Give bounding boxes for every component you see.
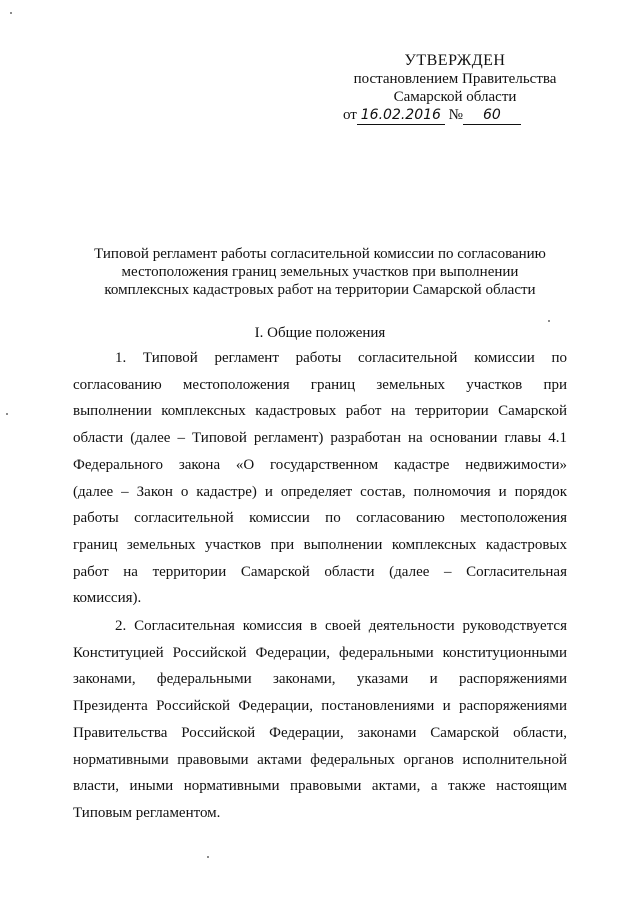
paragraph-line: выполнении комплексных кадастровых работ на территории Самарской [73, 403, 567, 420]
paragraph-line: области (далее – Типовой регламент) разработан на основании главы 4.1 [73, 430, 567, 447]
approval-line-2: Самарской области [393, 89, 517, 105]
paragraph-line: Президента Российской Федерации, постановлениями и распоряжениями [73, 698, 567, 715]
paragraph-line: законами, федеральными законами, указами и распоряжениями [73, 671, 567, 688]
approval-line-1: постановлением Правительства [353, 71, 557, 87]
paragraph-line: нормативными правовыми актами федеральных органов исполнительной [73, 751, 567, 768]
paragraph-line: работ на территории Самарской области (далее – Согласительная [73, 563, 567, 580]
paragraph-line: границ земельных участков при выполнении комплексных кадастровых [73, 536, 567, 553]
scan-speck [207, 856, 209, 858]
scan-speck [10, 12, 12, 14]
title-line: Типовой регламент работы согласительной комиссии по согласованию [94, 246, 546, 262]
handwritten-number: 60 [463, 106, 521, 125]
section-heading: I. Общие положения [254, 325, 386, 341]
date-label: от [343, 107, 357, 123]
paragraph-line: Федерального закона «О государственном кадастре недвижимости» [73, 456, 567, 473]
paragraph-line: (далее – Закон о кадастре) и определяет состав, полномочия и порядок [73, 483, 567, 500]
scan-speck [6, 413, 8, 415]
paragraph-2 [73, 613, 567, 827]
approval-title: УТВЕРЖДЕН [404, 52, 506, 69]
paragraph-line: работы согласительной комиссии по согласованию местоположения [73, 510, 567, 527]
scan-speck [548, 320, 550, 322]
paragraph-line: комиссия). [73, 590, 142, 607]
document-title [70, 245, 570, 299]
paragraph-line: власти, иными нормативными правовыми актами, а также настоящим [73, 778, 567, 795]
title-line: комплексных кадастровых работ на территории Самарской области [104, 282, 536, 298]
paragraph-line: Конституцией Российской Федерации, федеральными конституционными [73, 644, 567, 661]
number-label: № [448, 107, 463, 123]
title-line: местоположения границ земельных участков при выполнении [121, 264, 519, 280]
paragraph-1 [73, 345, 567, 612]
handwritten-date: 16.02.2016 [357, 106, 445, 125]
paragraph-line: Типовым регламентом. [73, 804, 221, 821]
approval-stamp [340, 52, 570, 125]
paragraph-line: 2. Согласительная комиссия в своей деятельности руководствуется [115, 618, 567, 634]
paragraph-line: 1. Типовой регламент работы согласительной комиссии по [115, 350, 567, 366]
approval-date-line [340, 106, 570, 125]
paragraph-line: Правительства Российской Федерации, законами Самарской области, [73, 724, 567, 741]
paragraph-line: согласованию местоположения границ земельных участков при [73, 376, 567, 393]
